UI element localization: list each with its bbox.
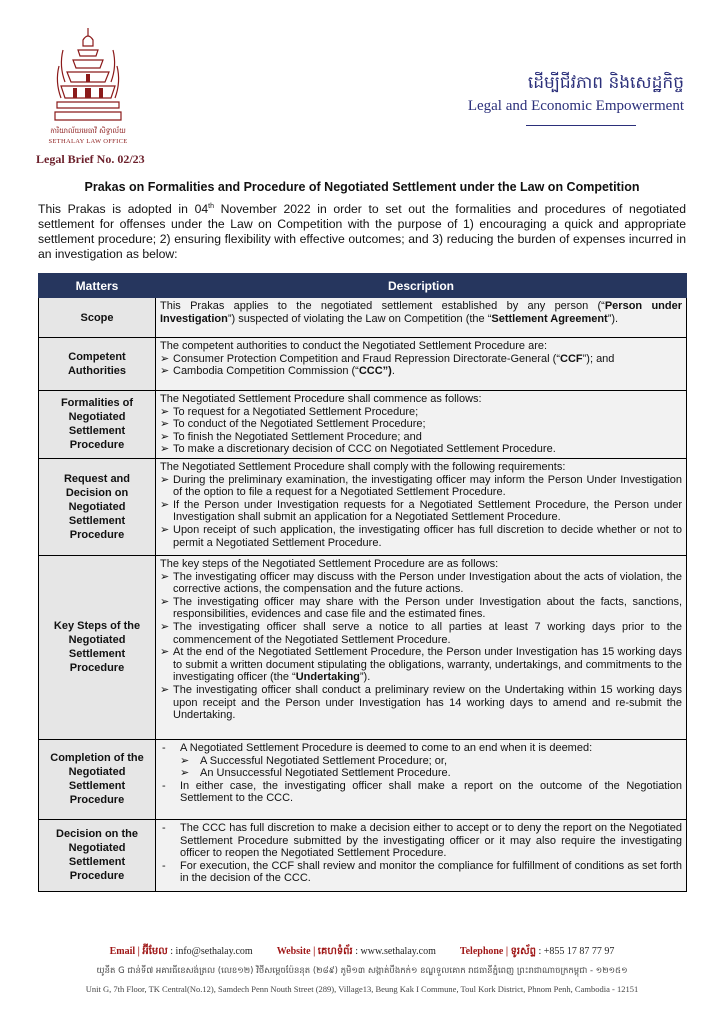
arrow-bullet-icon: ➢ xyxy=(160,352,170,365)
intro-superscript: th xyxy=(208,203,214,210)
row-intro: The key steps of the Negotiated Settlement Procedure are as follows: xyxy=(160,557,499,570)
list-item-text: Cambodia Competition Commission (“ xyxy=(173,365,359,378)
list-item-text: To conduct of the Negotiated Settlement Procedure; xyxy=(173,418,426,431)
list-item xyxy=(160,431,682,444)
list-item-text: Upon receipt of such application, the investigating officer has full discretion to decide whether or not to permit a Negotiated Settlement Procedure. xyxy=(173,523,682,549)
tagline-english: Legal and Economic Empowerment xyxy=(467,98,684,114)
arrow-bullet-icon: ➢ xyxy=(160,405,170,418)
list-item-text: To make a discretionary decision of CCC on Negotiated Settlement Procedure. xyxy=(173,443,556,456)
matter-cell: Key Steps of the Negotiated Settlement Procedure xyxy=(39,555,156,739)
list-item xyxy=(160,860,682,885)
list-item-text: To finish the Negotiated Settlement Procedure; and xyxy=(173,430,422,443)
intro-text-end: November 2022 in order to set out the formalities and procedures of negotiated settlement for offenses under the Law on Competition with the purpose of 1) encouraging a quick and appropriate settlement procedure; 2) ensuring flexibility with effective outcomes; and 3) reducing the burden of expenses incurred in an investigation as below: xyxy=(38,202,686,262)
matters-table xyxy=(38,273,687,892)
tagline-divider xyxy=(526,125,636,126)
matter-cell: Formalities of Negotiated Settlement Procedure xyxy=(39,391,156,459)
list-item-text: ”); and xyxy=(582,352,615,365)
arrow-bullet-icon: ➢ xyxy=(160,430,170,443)
list-item-text: . xyxy=(391,365,395,378)
description-cell xyxy=(156,338,687,391)
list-item-text: To request for a Negotiated Settlement Procedure; xyxy=(173,405,419,418)
dash-bullet-icon: - xyxy=(162,741,166,754)
sethalay-logo xyxy=(28,26,148,148)
list-item-text: If the Person under Investigation requests for a Negotiated Settlement Procedure, the Person under Investigation shall submit an application for a Negotiated Settlement Procedure. xyxy=(173,498,682,524)
list-item xyxy=(160,755,682,768)
list-item-text: During the preliminary examination, the investigating officer may inform the Person Under Investigation of the option to file a request for a Negotiated Settlement Procedure. xyxy=(173,473,682,499)
list-item xyxy=(160,365,682,378)
list-item xyxy=(160,621,682,646)
dash-bullet-icon: - xyxy=(162,779,166,792)
arrow-bullet-icon: ➢ xyxy=(160,595,170,608)
matter-cell: Competent Authorities xyxy=(39,338,156,391)
arrow-bullet-icon: ➢ xyxy=(160,646,170,659)
term-ccf: CCF xyxy=(560,352,583,365)
term-undertaking: Undertaking xyxy=(295,671,360,684)
header-description: Description xyxy=(156,274,687,298)
list-item xyxy=(160,822,682,860)
arrow-bullet-icon: ➢ xyxy=(160,498,170,511)
list-item xyxy=(160,418,682,431)
arrow-bullet-icon: ➢ xyxy=(160,683,170,696)
table-row-completion xyxy=(39,739,687,819)
tagline-khmer: ដើម្បីជីវភាព និងសេដ្ឋកិច្ច xyxy=(527,73,684,93)
arrow-bullet-icon: ➢ xyxy=(160,443,170,456)
telephone-number: : +855 17 87 77 97 xyxy=(535,946,615,957)
table-row-key-steps xyxy=(39,555,687,739)
list-item-text: The investigating officer may share with the Person under Investigation about the facts, sanctions, responsibilities, evidences and case file and the estimated fines. xyxy=(173,595,682,621)
list-item-text: The investigating officer shall conduct a preliminary review on the Undertaking within 15 working days upon receipt and the Person under Investigation has 14 working days to amend and re-submit the Undertaking. xyxy=(173,683,682,722)
list-item-text: ”). xyxy=(359,671,371,684)
footer-address-khmer: យូនីត G ជាន់ទី៧ អគារធីខេសង់ត្រល (លេខ១២) វិថីសម្ដេចប៉ែននុត (២៨៩) ភូមិ១៣ សង្កាត់បឹងកក់១ ខណ្ឌទួលគោក រាជធានីភ្នំពេញ ព្រះរាជាណាចក្រកម្ពុជា - ១២១៥១ xyxy=(96,966,628,976)
table-row-formalities xyxy=(39,391,687,459)
list-item-text: At the end of the Negotiated Settlement Procedure, the Person under Investigation has 15 working days to submit a written document stipulating the obligations, warranty, undertakings, and commitments to the investigating officer (the “ xyxy=(173,646,682,684)
list-item xyxy=(160,443,682,456)
term-person-under-investigation: Person under Investigation xyxy=(160,300,683,325)
list-item-text: A Negotiated Settlement Procedure is deemed to come to an end when it is deemed: xyxy=(180,741,593,754)
list-item xyxy=(160,767,682,780)
description-cell xyxy=(156,458,687,555)
email-label: Email | អ៊ីមែល xyxy=(109,946,168,957)
dash-bullet-icon: - xyxy=(162,821,166,834)
list-item xyxy=(160,353,682,366)
footer-contacts xyxy=(0,944,724,959)
list-item xyxy=(160,571,682,596)
scope-text: ”) suspected of violating the Law on Competition (the “ xyxy=(227,312,492,325)
term-settlement-agreement: Settlement Agreement xyxy=(491,312,608,325)
list-item-text xyxy=(173,365,682,378)
list-item-text: The investigating officer shall serve a notice to all parties at least 7 working days prior to the commencement of the Negotiated Settlement Procedure. xyxy=(173,620,682,646)
list-item xyxy=(160,596,682,621)
telephone-label: Telephone | ទូរស័ព្ទ xyxy=(459,946,536,957)
scope-text: This Prakas applies to the negotiated settlement established by any person (“ xyxy=(160,300,605,312)
logo-text-khmer: ការិយាល័យមេធាវី សិទ្ធាល័យ xyxy=(50,127,126,135)
website-link[interactable]: : www.sethalay.com xyxy=(352,946,436,957)
row-intro: The competent authorities to conduct the Negotiated Settlement Procedure are: xyxy=(160,340,548,352)
list-item xyxy=(160,646,682,684)
list-item-text: For execution, the CCF shall review and monitor the compliance for fulfillment of conditions as set forth in the decision of the CCC. xyxy=(180,859,682,885)
list-item-text xyxy=(173,353,682,366)
scope-text: ”). xyxy=(607,312,619,325)
list-item xyxy=(160,780,682,805)
table-row-authorities xyxy=(39,338,687,391)
arrow-bullet-icon: ➢ xyxy=(160,473,170,486)
row-intro: The Negotiated Settlement Procedure shall comply with the following requirements: xyxy=(160,460,566,473)
description-cell xyxy=(156,819,687,891)
table-row-request xyxy=(39,458,687,555)
website-label: Website | គេហទំព័រ xyxy=(276,946,353,957)
matter-cell: Completion of the Negotiated Settlement Procedure xyxy=(39,739,156,819)
intro-paragraph xyxy=(38,199,686,262)
list-item xyxy=(160,474,682,499)
list-item-text: The CCC has full discretion to make a decision either to accept or to deny the report on the Negotiated Settlement Procedure submitted by the investigating officer or it may also require the investigating officer to reopen the Negotiated Settlement Procedure. xyxy=(180,821,682,860)
table-row-decision xyxy=(39,819,687,891)
list-item xyxy=(160,406,682,419)
list-item xyxy=(160,524,682,549)
list-item-text: An Unsuccessful Negotiated Settlement Procedure. xyxy=(200,767,451,780)
legal-brief-number: Legal Brief No. 02/23 xyxy=(36,152,145,166)
list-item-text: In either case, the investigating officer shall make a report on the outcome of the Negotiation Settlement to the CCC. xyxy=(180,779,682,805)
description-cell xyxy=(156,739,687,819)
list-item-text: Consumer Protection Competition and Fraud Repression Directorate-General (“ xyxy=(173,352,561,365)
arrow-bullet-icon: ➢ xyxy=(160,570,170,583)
matter-cell: Request and Decision on Negotiated Settlement Procedure xyxy=(39,458,156,555)
arrow-bullet-icon: ➢ xyxy=(160,418,170,431)
row-intro: The Negotiated Settlement Procedure shall commence as follows: xyxy=(160,393,482,405)
document-title: Prakas on Formalities and Procedure of Negotiated Settlement under the Law on Competition xyxy=(84,180,640,194)
arrow-bullet-icon: ➢ xyxy=(160,620,170,633)
temple-emblem-icon xyxy=(53,26,123,124)
matter-cell: Scope xyxy=(39,298,156,338)
dash-bullet-icon: - xyxy=(162,859,166,872)
list-item xyxy=(160,684,682,722)
header-matters: Matters xyxy=(39,274,156,298)
matter-cell: Decision on the Negotiated Settlement Procedure xyxy=(39,819,156,891)
table-row-scope xyxy=(39,298,687,338)
term-ccc: CCC”) xyxy=(358,365,392,378)
table-header-row xyxy=(39,274,687,298)
list-item-text: The investigating officer may discuss with the Person under Investigation about the acts of violation, the corrective actions, the compensation and the future actions. xyxy=(173,570,682,596)
footer-address-english: Unit G, 7th Floor, TK Central(No.12), Samdech Penn Nouth Street (289), Village13, Beung Kak I Commune, Toul Kork District, Phnom Penh, Cambodia - 12151 xyxy=(85,984,639,994)
arrow-bullet-icon: ➢ xyxy=(160,365,170,378)
email-link[interactable]: : info@sethalay.com xyxy=(167,946,253,957)
list-item xyxy=(160,742,682,755)
description-cell xyxy=(156,391,687,459)
logo-text-english: SETHALAY LAW OFFICE xyxy=(48,138,128,145)
description-cell xyxy=(156,298,687,338)
list-item xyxy=(160,499,682,524)
intro-text-start: This Prakas is adopted in 04 xyxy=(38,202,209,217)
list-item-text xyxy=(173,646,682,684)
description-cell xyxy=(156,555,687,739)
arrow-bullet-icon: ➢ xyxy=(180,754,190,767)
arrow-bullet-icon: ➢ xyxy=(160,523,170,536)
arrow-bullet-icon: ➢ xyxy=(180,767,190,780)
list-item-text: A Successful Negotiated Settlement Procedure; or, xyxy=(200,754,448,767)
